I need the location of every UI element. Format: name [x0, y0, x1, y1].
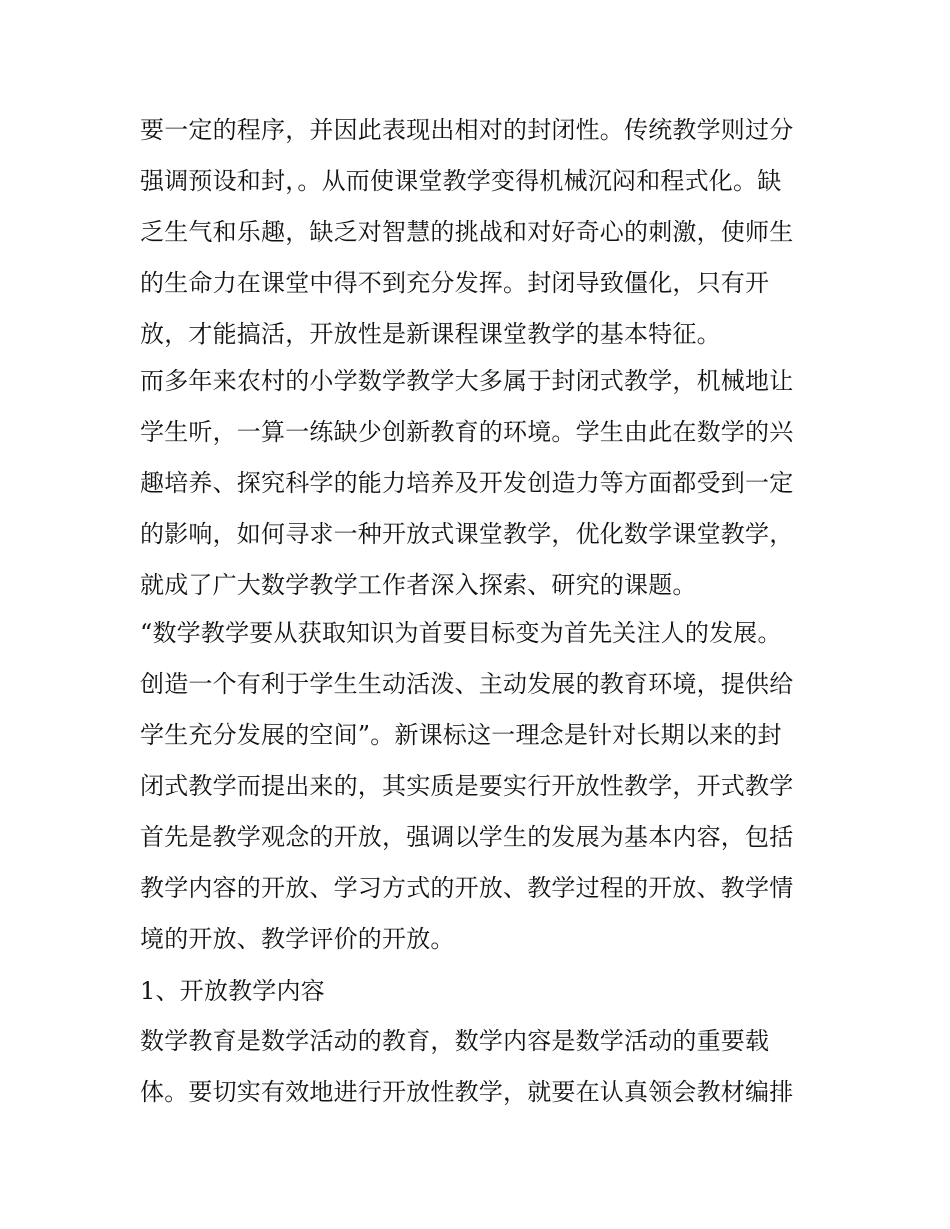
text-line: 要一定的程序，并因此表现出相对的封闭性。传统教学则过分 [140, 116, 794, 144]
text-line: 的影响，如何寻求一种开放式课堂教学，优化数学课堂教学， [140, 520, 794, 548]
text-line: 乏生气和乐趣，缺乏对智慧的挑战和对好奇心的刺激，使师生 [140, 218, 794, 246]
text-line: 而多年来农村的小学数学教学大多属于封闭式教学，机械地让 [140, 367, 794, 395]
text-line: 放，才能搞活，开放性是新课程课堂教学的基本特征。 [140, 320, 721, 348]
text-line: 学生听，一算一练缺少创新教育的环境。学生由此在数学的兴 [140, 418, 794, 446]
text-line: 就成了广大数学教学工作者深入探索、研究的课题。 [140, 571, 697, 599]
text-line: 首先是教学观念的开放，强调以学生的发展为基本内容，包括 [140, 823, 794, 851]
text-line: 强调预设和封，。从而使课堂教学变得机械沉闷和程式化。缺 [140, 167, 782, 195]
text-line: 闭式教学而提出来的，其实质是要实行开放性教学，开式教学 [140, 772, 794, 800]
text-line: 体。要切实有效地进行开放性教学，就要在认真领会教材编排 [140, 1078, 794, 1106]
text-line: 境的开放、教学评价的开放。 [140, 925, 455, 953]
text-line: 学生充分发展的空间”。新课标这一理念是针对长期以来的封 [140, 721, 782, 749]
section-heading: 1、开放教学内容 [140, 977, 325, 1005]
text-line: 创造一个有利于学生生动活泼、主动发展的教育环境，提供给 [140, 670, 794, 698]
text-line: 教学内容的开放、学习方式的开放、教学过程的开放、教学情 [140, 874, 794, 902]
text-line: “数学教学要从获取知识为首要目标变为首先关注人的发展。 [140, 619, 782, 647]
text-line: 数学教育是数学活动的教育，数学内容是数学活动的重要载 [140, 1027, 770, 1055]
text-line: 趣培养、探究科学的能力培养及开发创造力等方面都受到一定 [140, 469, 794, 497]
text-line: 的生命力在课堂中得不到充分发挥。封闭导致僵化，只有开 [140, 269, 770, 297]
